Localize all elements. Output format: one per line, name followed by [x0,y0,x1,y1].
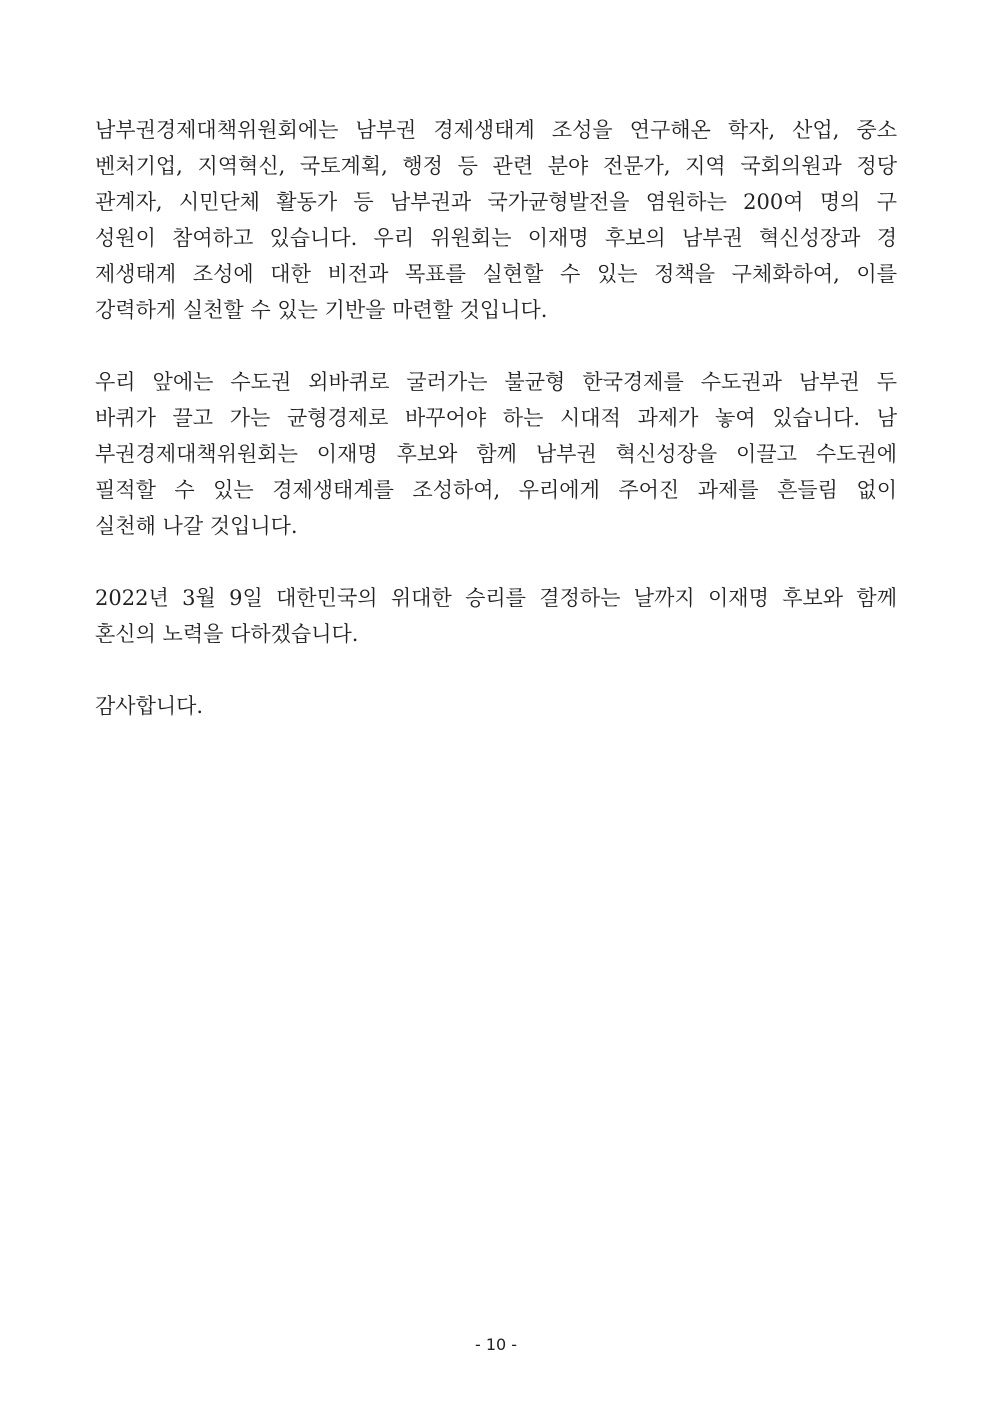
paragraph-line: 벤처기업, 지역혁신, 국토계획, 행정 등 관련 분야 전문가, 지역 국회의원과 정당 [95,154,897,178]
paragraph-line: 제생태계 조성에 대한 비전과 목표를 실현할 수 있는 정책을 구체화하여, 이를 [95,262,897,286]
paragraph-line: 강력하게 실천할 수 있는 기반을 마련할 것입니다. [95,298,548,322]
paragraph-line: 성원이 참여하고 있습니다. 우리 위원회는 이재명 후보의 남부권 혁신성장과 경 [95,226,897,250]
paragraph-1 [95,112,897,328]
paragraph-spacer [95,652,897,688]
paragraph-line: 부권경제대책위원회는 이재명 후보와 함께 남부권 혁신성장을 이끌고 수도권에 [95,442,897,466]
paragraph-spacer [95,544,897,580]
paragraph-3 [95,580,897,652]
paragraph-line: 혼신의 노력을 다하겠습니다. [95,622,359,646]
paragraph-line: 2022년 3월 9일 대한민국의 위대한 승리를 결정하는 날까지 이재명 후보와 함께 [95,586,897,610]
paragraph-spacer [95,328,897,364]
paragraph-line: 남부권경제대책위원회에는 남부권 경제생태계 조성을 연구해온 학자, 산업, 중소 [95,118,897,142]
document-body [95,112,897,724]
paragraph-line: 관계자, 시민단체 활동가 등 남부권과 국가균형발전을 염원하는 200여 명의 구 [95,190,897,214]
paragraph-line: 실천해 나갈 것입니다. [95,514,298,538]
page-number: - 10 - [474,1335,518,1354]
paragraph-line: 필적할 수 있는 경제생태계를 조성하여, 우리에게 주어진 과제를 흔들림 없이 [95,478,897,502]
closing-line: 감사합니다. [95,694,204,718]
paragraph-2 [95,364,897,544]
paragraph-line: 우리 앞에는 수도권 외바퀴로 굴러가는 불균형 한국경제를 수도권과 남부권 두 [95,370,897,394]
paragraph-4 [95,688,897,724]
paragraph-line: 바퀴가 끌고 가는 균형경제로 바꾸어야 하는 시대적 과제가 놓여 있습니다. 남 [95,406,897,430]
